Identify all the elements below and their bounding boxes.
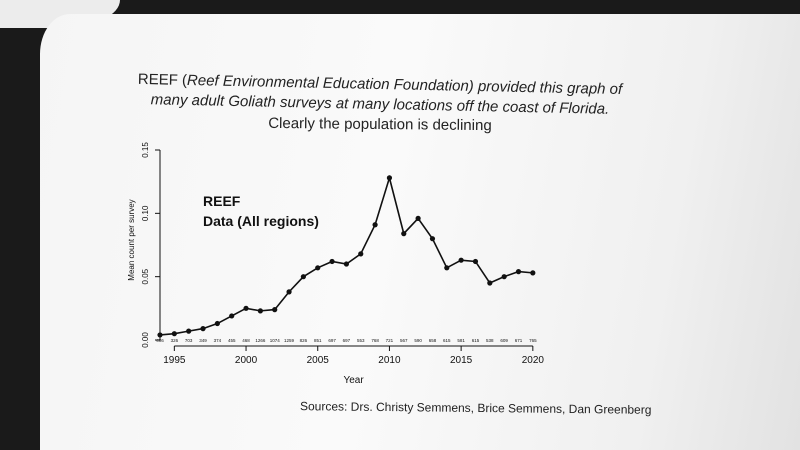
data-point bbox=[387, 175, 392, 180]
data-point bbox=[243, 306, 248, 311]
data-point bbox=[473, 259, 478, 264]
sample-size-label: 1074 bbox=[269, 338, 280, 343]
y-tick-label: 0.00 bbox=[141, 332, 150, 348]
data-point bbox=[459, 258, 464, 263]
sample-size-label: 697 bbox=[342, 338, 351, 343]
sample-size-label: 538 bbox=[486, 338, 494, 343]
x-tick-label: 2000 bbox=[234, 355, 258, 366]
data-point bbox=[215, 321, 220, 326]
y-tick-label: 0.15 bbox=[141, 142, 150, 158]
sample-size-label: 590 bbox=[414, 338, 422, 343]
data-point bbox=[487, 280, 492, 285]
sample-size-label: 553 bbox=[356, 338, 365, 343]
x-axis-label: Year bbox=[343, 375, 364, 386]
data-point bbox=[200, 326, 205, 331]
caption-line-2: many adult Goliath surveys at many locations off the coast of Florida. bbox=[150, 91, 610, 118]
sample-size-label: 581 bbox=[457, 338, 465, 343]
sample-size-label: 765 bbox=[529, 338, 537, 343]
data-point bbox=[401, 231, 406, 236]
data-point bbox=[444, 265, 449, 270]
data-point bbox=[502, 274, 507, 279]
data-point bbox=[301, 274, 306, 279]
data-point bbox=[329, 259, 334, 264]
sample-size-label: 1259 bbox=[284, 338, 295, 343]
x-tick-label: 2015 bbox=[450, 355, 473, 366]
sample-size-label: 455 bbox=[227, 338, 236, 343]
sources-text: Sources: Drs. Christy Semmens, Brice Semmens, Dan Greenberg bbox=[299, 399, 652, 417]
chart-title-line: REEF bbox=[203, 193, 241, 209]
data-point bbox=[358, 251, 363, 256]
sample-size-label: 697 bbox=[328, 338, 336, 343]
data-point bbox=[286, 289, 291, 294]
sample-size-label: 349 bbox=[199, 338, 207, 343]
sample-size-label: 615 bbox=[443, 338, 451, 343]
data-point bbox=[416, 216, 421, 221]
data-point bbox=[258, 308, 263, 313]
sample-size-label: 615 bbox=[471, 338, 480, 343]
data-point bbox=[229, 313, 234, 318]
data-point bbox=[272, 307, 277, 312]
sample-size-label: 326 bbox=[170, 338, 179, 343]
x-tick-label: 2010 bbox=[378, 355, 401, 366]
chart-title-line: Data (All regions) bbox=[203, 213, 319, 229]
caption-line-1: REEF (Reef Environmental Education Foundation) provided this graph of bbox=[137, 70, 623, 99]
sample-size-label: 768 bbox=[371, 338, 379, 343]
caption-line-3: Clearly the population is declining bbox=[268, 114, 492, 135]
data-point bbox=[372, 222, 377, 227]
sample-size-label: 826 bbox=[299, 338, 308, 343]
data-point bbox=[315, 265, 320, 270]
sample-size-label: 658 bbox=[428, 338, 437, 343]
x-tick-label: 1995 bbox=[163, 355, 186, 366]
data-point bbox=[530, 270, 535, 275]
sample-size-label: 567 bbox=[400, 338, 408, 343]
x-tick-label: 2020 bbox=[521, 355, 544, 366]
data-point bbox=[430, 236, 435, 241]
y-tick-label: 0.05 bbox=[141, 268, 150, 285]
sample-size-label: 496 bbox=[156, 338, 164, 343]
sample-size-label: 374 bbox=[213, 338, 222, 343]
y-tick-label: 0.10 bbox=[141, 205, 150, 222]
data-point bbox=[157, 332, 162, 337]
sample-size-label: 721 bbox=[385, 338, 394, 343]
sample-size-label: 609 bbox=[500, 338, 508, 343]
sample-size-label: 671 bbox=[514, 338, 523, 343]
data-point bbox=[344, 261, 349, 266]
sample-size-label: 468 bbox=[242, 338, 250, 343]
data-point bbox=[186, 329, 191, 334]
sample-size-label: 1266 bbox=[255, 338, 266, 343]
data-point bbox=[172, 331, 177, 336]
x-tick-label: 2005 bbox=[306, 355, 329, 366]
y-axis-label: Mean count per survey bbox=[127, 199, 136, 281]
data-point bbox=[516, 269, 521, 274]
sample-size-label: 703 bbox=[184, 338, 193, 343]
sample-size-label: 851 bbox=[313, 338, 322, 343]
